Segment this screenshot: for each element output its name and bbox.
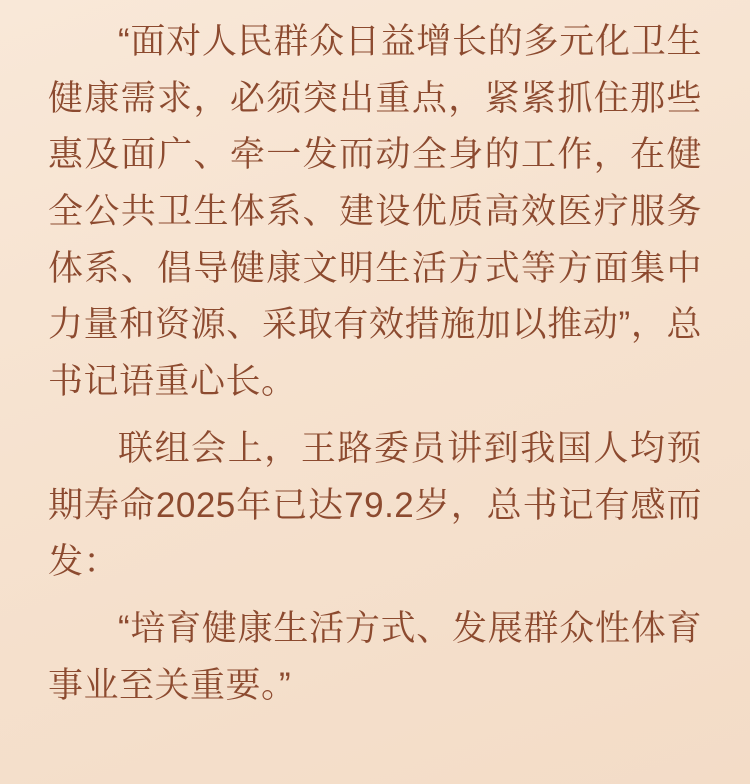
article-body <box>48 14 702 714</box>
paragraph-1: “面对人民群众日益增长的多元化卫生健康需求，必须突出重点，紧紧抓住那些惠及面广、牵一发而动全身的工作，在健全公共卫生体系、建设优质高效医疗服务体系、倡导健康文明生活方式等方面集中力量和资源、采取有效措施加以推动”，总书记语重心长。 <box>48 22 702 402</box>
paragraph-2: 联组会上，王路委员讲到我国人均预期寿命2025年已达79.2岁，总书记有感而发： <box>48 428 702 582</box>
paragraph-3: “培育健康生活方式、发展群众性体育事业至关重要。” <box>48 608 702 705</box>
